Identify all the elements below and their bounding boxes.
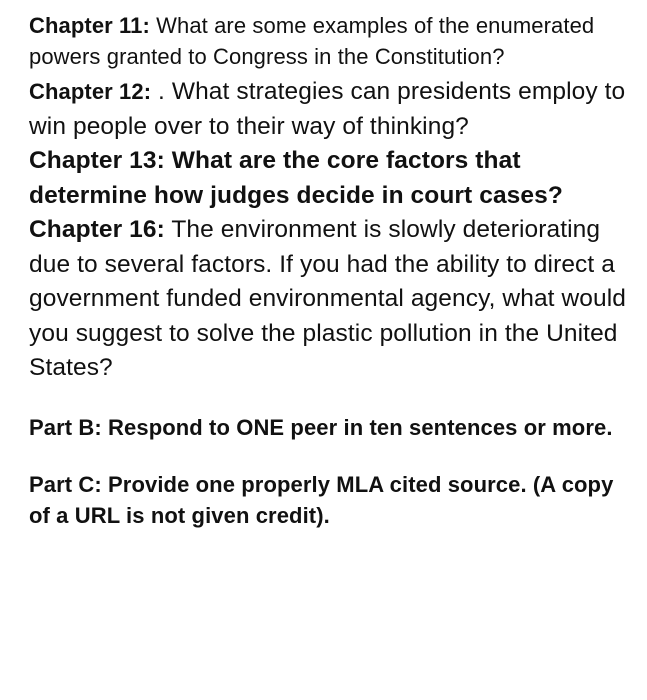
part-b-instruction: Part B: Respond to ONE peer in ten sentences or more. — [29, 414, 613, 440]
chapter-13-text: What are the core factors that determine how judges decide in court cases? — [29, 147, 563, 209]
chapter-13-label: Chapter 13: — [29, 147, 165, 174]
chapter-16-question — [29, 213, 629, 386]
chapter-16-label: Chapter 16: — [29, 216, 165, 243]
chapter-13-question — [29, 144, 629, 213]
chapter-11-text: What are some examples of the enumerated powers granted to Congress in the Constitution? — [29, 13, 595, 69]
chapter-12-text: . What strategies can presidents employ to win people over to their way of thinking? — [29, 78, 626, 140]
part-c-instruction: Part C: Provide one properly MLA cited source. (A copy of a URL is not given credit). — [29, 471, 614, 528]
chapter-11-question — [29, 10, 629, 72]
chapter-16-text: The environment is slowly deteriorating due to several factors. If you had the ability to direct a government funded environmental agency, what would you suggest to solve the plastic pollution in the United States? — [29, 216, 626, 381]
chapter-11-label: Chapter 11: — [29, 13, 150, 38]
chapter-12-label: Chapter 12: — [29, 79, 152, 104]
chapter-12-question — [29, 75, 629, 144]
